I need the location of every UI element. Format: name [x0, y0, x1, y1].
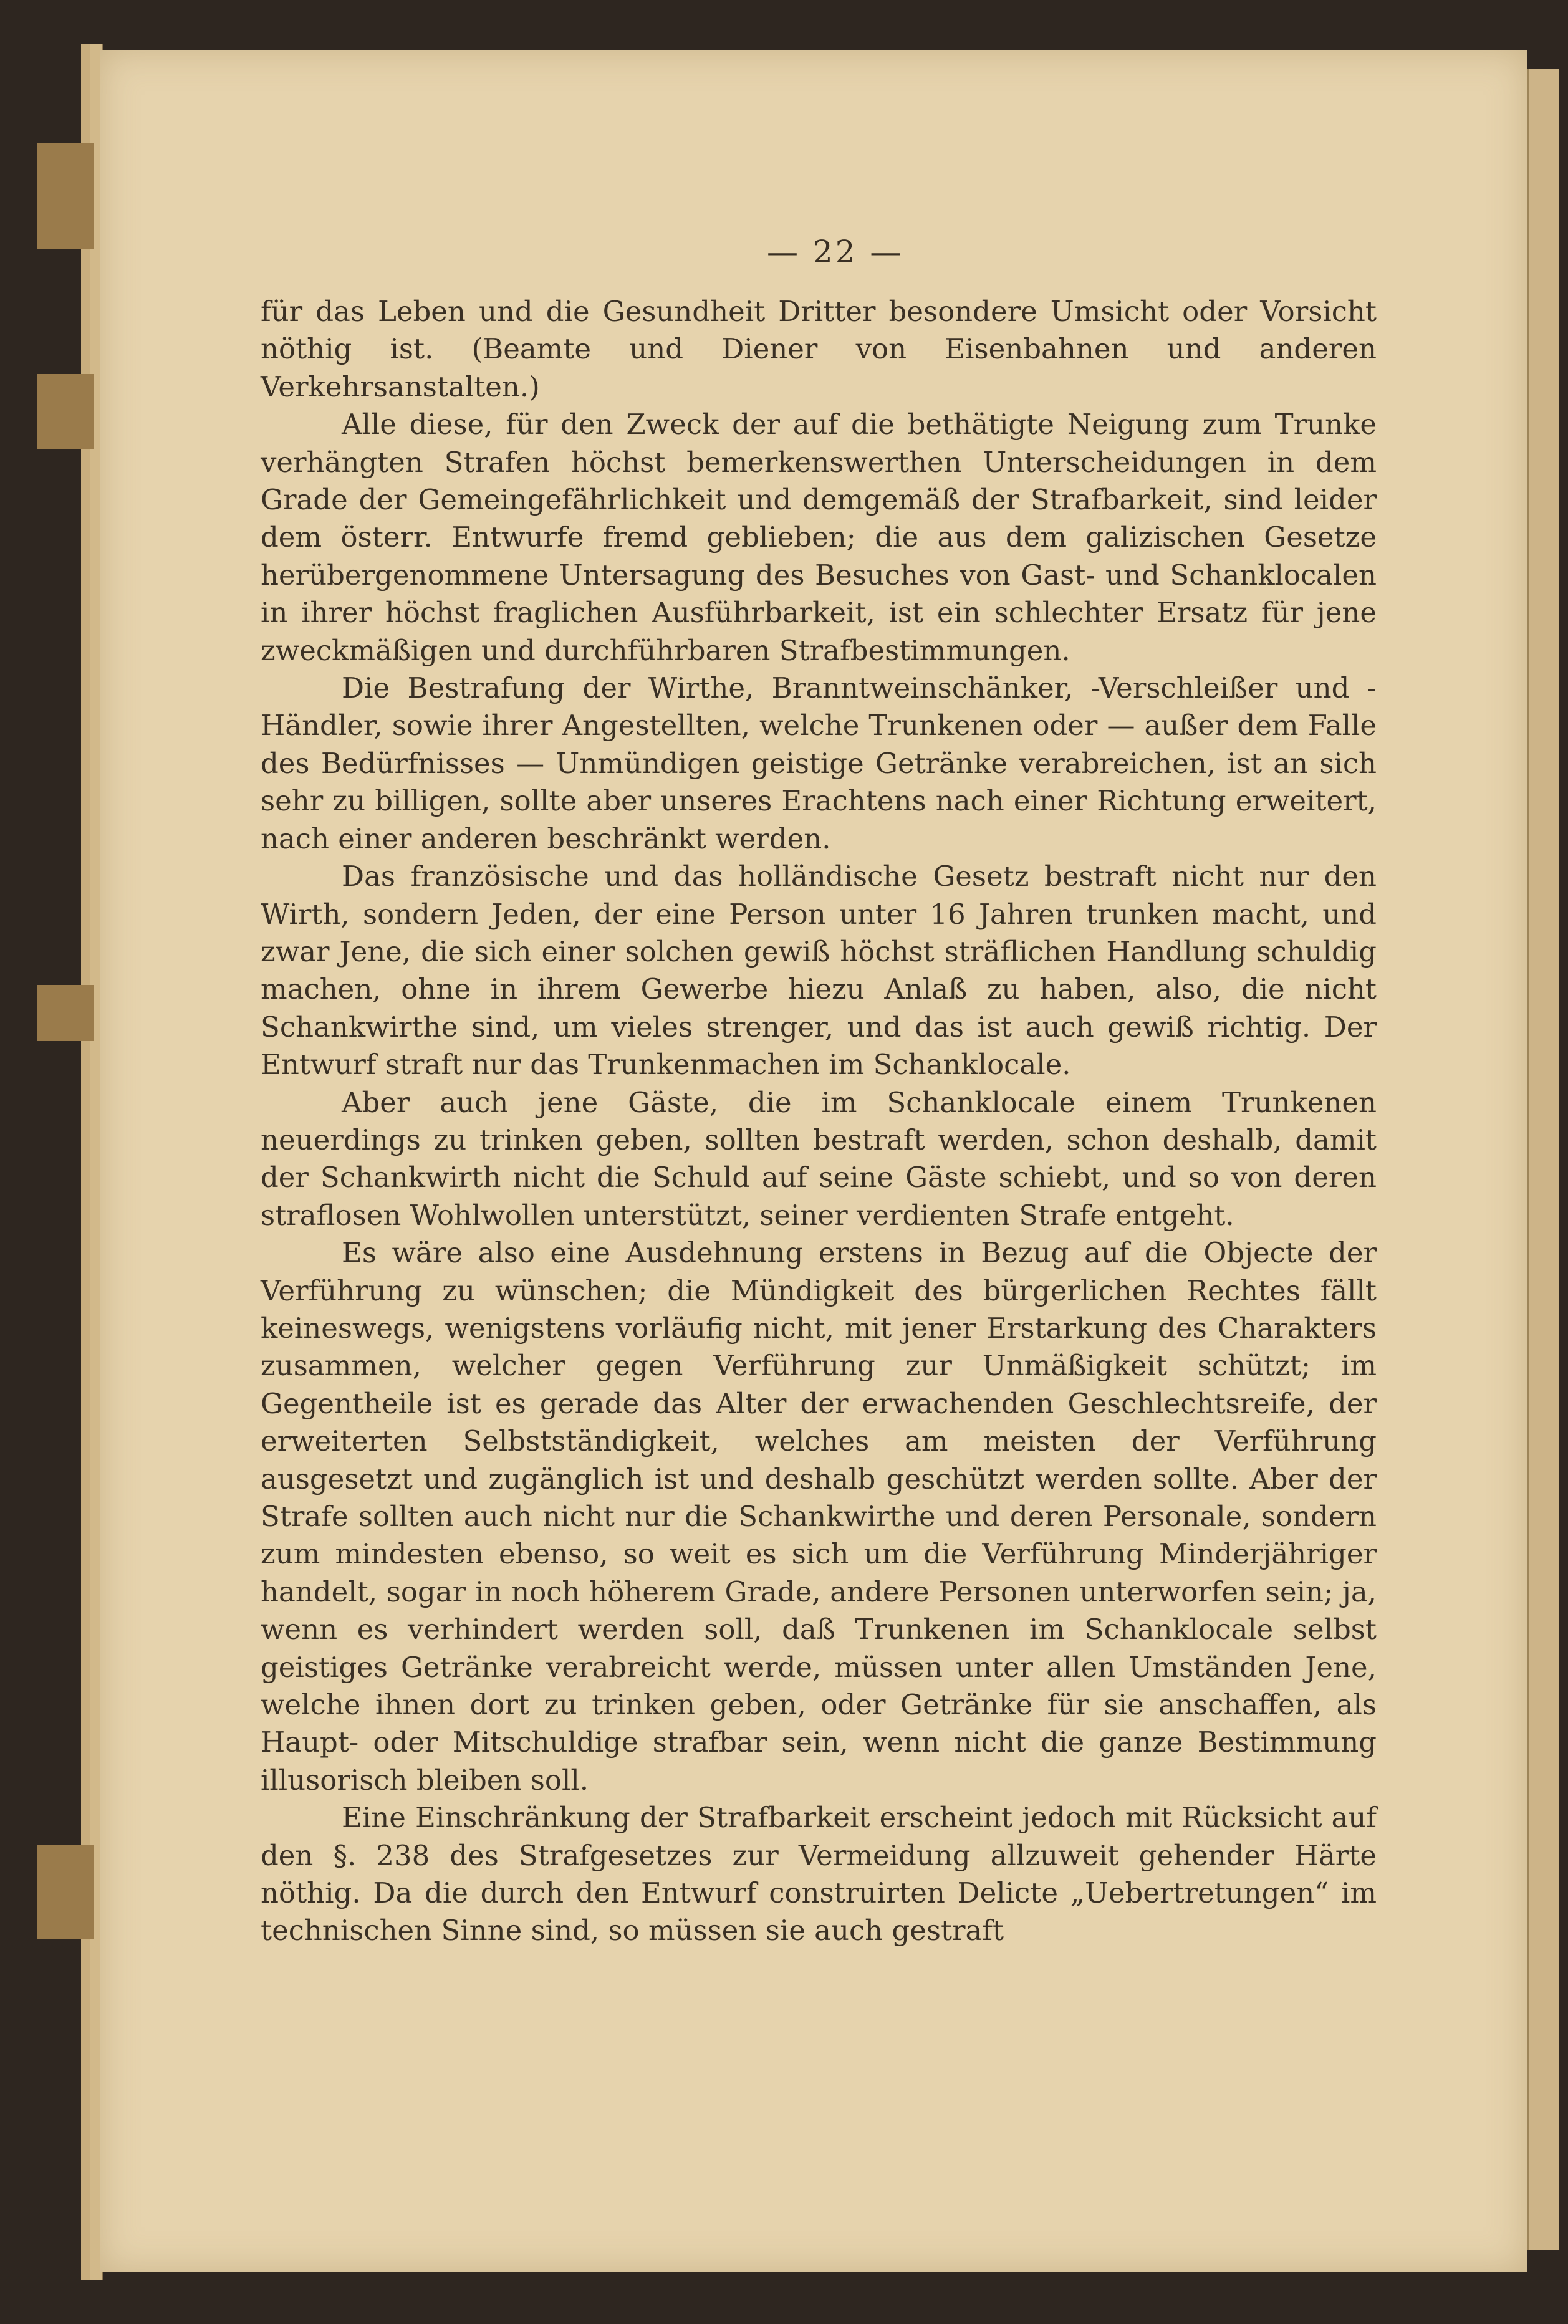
binding-strip [37, 985, 94, 1041]
paragraph: Aber auch jene Gäste, die im Schanklocale einem Trunkenen neuerdings zu trinken geben, sollten bestraft werden, schon deshalb, damit der Schankwirth nicht die Schuld auf seine Gäste schiebt, und so von deren straflosen Wohlwollen unterstützt, seiner verdienten Strafe entgeht. [261, 1085, 1377, 1232]
binding-strip [37, 374, 94, 449]
paragraph: Es wäre also eine Ausdehnung erstens in Bezug auf die Objecte der Verführung zu wünschen; die Mündigkeit des bürgerlichen Rechtes fällt keineswegs, wenigstens vorläufig nicht, mit jener Erstarkung des Charakters zusammen, welcher gegen Verführung zur Unmäßigkeit schützt; im Gegentheile ist es gerade das Alter der erwachenden Geschlechtsreife, der erweiterten Selbstständigkeit, welches am meisten der Verführung ausgesetzt und zugänglich ist und deshalb geschützt werden sollte. Aber der Strafe sollten auch nicht nur die Schankwirthe und deren Personale, sondern zum mindesten ebenso, so weit es sich um die Verführung Minderjähriger handelt, sogar in noch höherem Grade, andere Personen unterworfen sein; ja, wenn es verhindert werden soll, daß Trunkenen im Schanklocale selbst geistiges Getränke verabreicht werde, müssen unter allen Umständen Jene, welche ihnen dort zu trinken geben, oder Getränke für sie anschaffen, als Haupt- oder Mitschuldige strafbar sein, wenn nicht die ganze Bestimmung illusorisch bleiben soll. [261, 1236, 1377, 1797]
binding-strip [37, 1845, 94, 1939]
next-page-edge [1527, 69, 1559, 2250]
binding-strip [37, 143, 94, 249]
paragraph: für das Leben und die Gesundheit Dritter besondere Umsicht oder Vorsicht nöthig ist. (Beamte und Diener von Eisenbahnen und anderen Verkehrsanstalten.) [261, 295, 1377, 403]
page-number: — 22 — [767, 234, 904, 270]
body-text [261, 293, 1377, 1950]
paragraph: Alle diese, für den Zweck der auf die bethätigte Neigung zum Trunke verhängten Strafen höchst bemerkenswerthen Unterscheidungen in dem Grade der Gemeingefährlichkeit und demgemäß der Strafbarkeit, sind leider dem österr. Entwurfe fremd geblieben; die aus dem galizischen Gesetze herübergenommene Untersagung des Besuches von Gast- und Schanklocalen in ihrer höchst fraglichen Ausführbarkeit, ist ein schlechter Ersatz für jene zweckmäßigen und durchführbaren Strafbestimmungen. [261, 408, 1377, 667]
paragraph: Das französische und das holländische Gesetz bestraft nicht nur den Wirth, sondern Jeden, der eine Person unter 16 Jahren trunken macht, und zwar Jene, die sich einer solchen gewiß höchst sträflichen Handlung schuldig machen, ohne in ihrem Gewerbe hiezu Anlaß zu haben, also, die nicht Schankwirthe sind, um vieles strenger, und das ist auch gewiß richtig. Der Entwurf straft nur das Trunkenmachen im Schanklocale. [261, 860, 1377, 1082]
paragraph: Die Bestrafung der Wirthe, Branntweinschänker, -Verschleißer und -Händler, sowie ihrer Angestellten, welche Trunkenen oder — außer dem Falle des Bedürfnisses — Unmündigen geistige Getränke verabreichen, ist an sich sehr zu billigen, sollte aber unseres Erachtens nach einer Richtung erweitert, nach einer anderen beschränkt werden. [261, 671, 1377, 855]
paragraph: Eine Einschränkung der Strafbarkeit erscheint jedoch mit Rücksicht auf den §. 238 des Strafgesetzes zur Vermeidung allzuweit gehender Härte nöthig. Da die durch den Entwurf construirten Delicte „Uebertretungen“ im technischen Sinne sind, so müssen sie auch gestraft [261, 1801, 1377, 1947]
